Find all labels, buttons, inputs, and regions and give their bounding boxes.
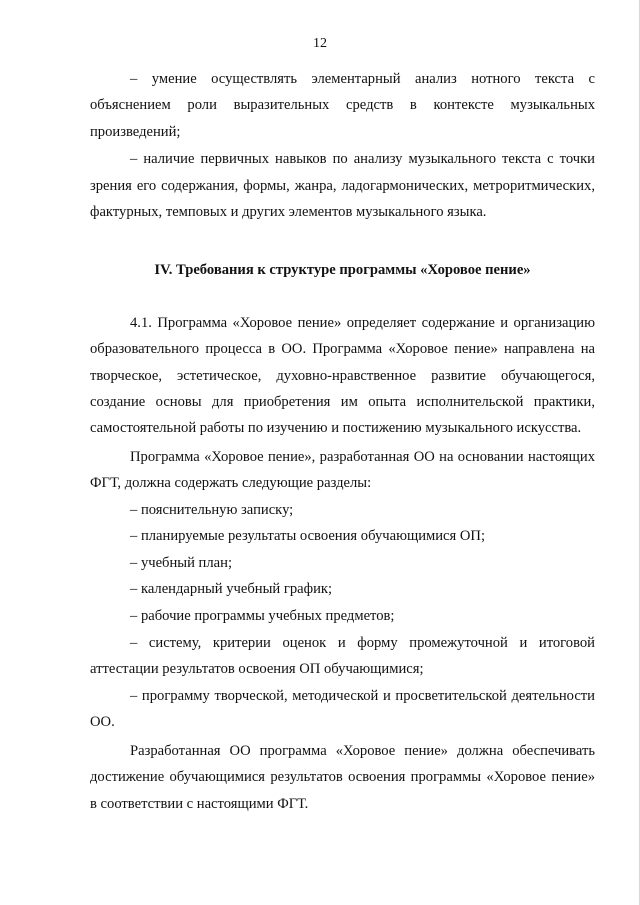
list-item: – систему, критерии оценок и форму промежуточной и итоговой аттестации результатов освоения ОП обучающимися;: [90, 634, 595, 678]
list-item: – планируемые результаты освоения обучающимися ОП;: [130, 528, 486, 545]
list-item: – рабочие программы учебных предметов;: [130, 608, 395, 625]
list-item: – программу творческой, методической и просветительской деятельности ОО.: [90, 687, 595, 731]
intro-item-1: – умение осуществлять элементарный анализ нотного текста с объяснением роли выразительных средств в контексте музыкальных произведений;: [90, 71, 595, 140]
list-item: – пояснительную записку;: [130, 501, 294, 518]
page-content: [90, 66, 595, 817]
list-item: – учебный план;: [130, 554, 232, 571]
sections-list: [90, 497, 595, 736]
paragraph-program-definition: 4.1. Программа «Хоровое пение» определяет содержание и организацию образовательного процесса в ОО. Программа «Хоровое пение» направлена на творческое, эстетическое, духовно-нравственное развитие обучающегося, создание основы для приобретения им опыта исполнительской практики, самостоятельной работы по изучению и постижению музыкального искусства.: [90, 314, 595, 437]
page-number: 12: [313, 36, 327, 51]
paragraph-sections-intro: Программа «Хоровое пение», разработанная ОО на основании настоящих ФГТ, должна содержать следующие разделы:: [90, 448, 595, 492]
section-heading: IV. Требования к структуре программы «Хоровое пение»: [154, 262, 531, 279]
intro-item-2: – наличие первичных навыков по анализу музыкального текста с точки зрения его содержания, формы, жанра, ладогармонических, метроритмических, фактурных, темповых и других элементов музыкального языка.: [90, 151, 595, 221]
paragraph-results: Разработанная ОО программа «Хоровое пение» должна обеспечивать достижение обучающимися результатов освоения программы «Хоровое пение» в соответствии с настоящими ФГТ.: [90, 743, 595, 812]
list-item: – календарный учебный график;: [130, 581, 333, 598]
